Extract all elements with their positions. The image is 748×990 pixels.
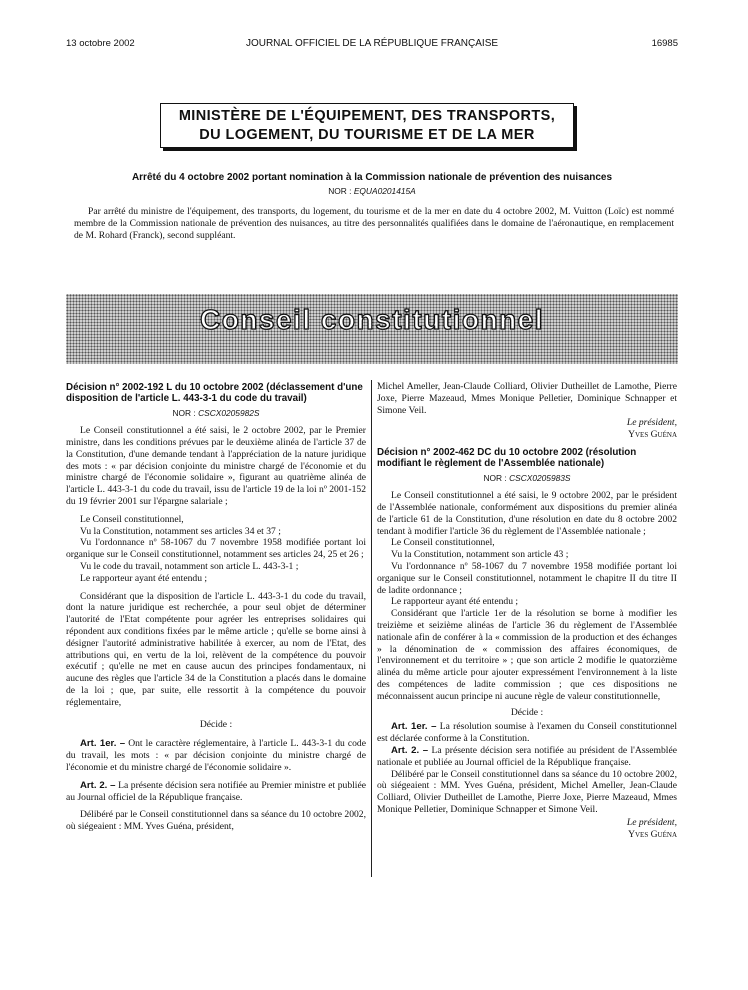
article-text: Ont le caractère réglementaire, à l'article L. 443-3-1 du code du travail, les mots : « par décision conjointe du ministre chargé de l'économie et du ministre chargé de l'économie solidaire ». xyxy=(66,738,366,773)
article-label: Art. 2. – xyxy=(391,744,429,756)
article-label: Art. 1er. – xyxy=(391,721,437,733)
nor-code: CSCX0205983S xyxy=(509,473,571,484)
decision-2-article-1 xyxy=(377,721,677,745)
article-text: La présente décision sera notifiée au président de l'Assemblée nationale et publiée au Journal officiel de la République française. xyxy=(377,744,677,768)
article-label: Art. 1er. – xyxy=(80,738,126,750)
article-label: Art. 2. – xyxy=(80,779,116,791)
decision-1-signature-title: Le président, xyxy=(626,417,677,429)
decision-1-signature-name: Yves Guéna xyxy=(628,429,677,441)
article-text: La présente décision sera notifiée au Premier ministre et publiée au Journal officiel de la République française. xyxy=(66,779,366,803)
decision-1-paragraph: Vu l'ordonnance nº 58-1067 du 7 novembre 1958 modifiée portant loi organique sur le Conseil constitutionnel, notamment ses articles 24, 25 et 26 ; xyxy=(66,537,366,561)
decision-1-title: Décision n° 2002-192 L du 10 octobre 2002 (déclassement d'une disposition de l'article L. 443-3-1 du code du travail) xyxy=(66,382,363,405)
decision-2-paragraph: Le rapporteur ayant été entendu ; xyxy=(391,596,519,608)
decision-1-paragraph: Le Conseil constitutionnel a été saisi, le 2 octobre 2002, par le Premier ministre, dans les conditions prévues par le deuxième alinéa de l'article 37 de la Constitution, d'une demande tendant à l'appréciation de la nature juridique des mots : « par décision conjointe du ministre chargé de l'économie et du ministre chargé de l'économie solidaire », figurant au quatrième alinéa de l'article L. 443-3-1 du code du travail, issu de l'article 19 de la loi nº 2001-152 du 19 février 2001 sur l'épargne salariale ; xyxy=(66,425,366,507)
decision-1-column xyxy=(66,382,366,833)
nor-label: NOR : xyxy=(483,473,507,484)
decision-1-paragraph: Le Conseil constitutionnel, xyxy=(80,513,184,525)
decision-1-paragraph: Considérant que la disposition de l'article L. 443-3-1 du code du travail, dont la nature juridique est recherchée, a pour seul objet de déterminer l'autorité de l'Etat compétente pour agréer les entreprises solidaires qui répondent aux conditions fixées par le même article ; qu'elle se borne ainsi à désigner l'autorité administrative habilitée à exercer, au nom de l'Etat, des attributions qui, en vertu de la loi, relèvent de la compétence du pouvoir exécutif ; qu'elle ne met en cause aucun des principes fondamentaux, ni aucune des règles que l'article 34 de la Constitution a placés dans le domaine de la loi ; que, par suite, elle ressortit à la compétence du pouvoir réglementaire, xyxy=(66,590,366,708)
ministry-box xyxy=(160,103,574,148)
decision-1-nor xyxy=(66,408,366,420)
decision-2-paragraph: Vu l'ordonnance nº 58-1067 du 7 novembre 1958 modifiée portant loi organique sur le Conseil constitutionnel, notamment le chapitre II du titre II de ladite ordonnance ; xyxy=(377,560,677,596)
nor-label: NOR : xyxy=(328,186,352,196)
decision-2-paragraph: Considérant que l'article 1er de la résolution se borne à modifier les treizième et seizième alinéas de l'article 36 du règlement de l'Assemblée nationale afin de conférer à la « commission de la production et des échanges » la dénomination de « commission des affaires économiques, de l'environnement et du territoire » ; que son article 2 modifie le quatorzième alinéa du même article pour ajouter expressément l'environnement à la liste des compétences de ladite commission ; que ces dispositions ne méconnaissent aucun principe ni aucune règle de valeur constitutionnelle, xyxy=(377,608,677,702)
decision-1-article-1 xyxy=(66,738,366,773)
decision-2-signature-title: Le président, xyxy=(626,816,677,828)
decision-2-paragraph: Le Conseil constitutionnel, xyxy=(391,537,495,549)
decision-2-article-2 xyxy=(377,745,677,769)
decision-1-deliberation: Délibéré par le Conseil constitutionnel dans sa séance du 10 octobre 2002, où siégeaient : MM. Yves Guéna, président, xyxy=(66,809,366,833)
nor-label: NOR : xyxy=(172,408,196,419)
decision-1-paragraph: Le rapporteur ayant été entendu ; xyxy=(80,572,208,584)
decision-1-article-2 xyxy=(66,780,366,804)
page-number: 16985 xyxy=(651,38,678,49)
decision-1-continuation: Michel Ameller, Jean-Claude Colliard, Olivier Dutheillet de Lamothe, Pierre Joxe, Pierre Mazeaud, Mmes Monique Pelletier, Dominique Schnapper et Simone Veil. xyxy=(377,381,677,416)
page-header xyxy=(66,38,678,52)
decision-2-paragraph: Le Conseil constitutionnel a été saisi, le 9 octobre 2002, par le président de l'Assemblée nationale, conformément aux dispositions du premier alinéa de l'article 61 de la Constitution, d'une résolution en date du 8 octobre 2002 tendant à modifier l'article 36 du règlement de l'Assemblée nationale ; xyxy=(377,490,677,537)
ministry-line-2: DU LOGEMENT, DU TOURISME ET DE LA MER xyxy=(199,127,535,143)
journal-title: JOURNAL OFFICIEL DE LA RÉPUBLIQUE FRANÇAISE xyxy=(245,38,499,49)
decision-2-column xyxy=(377,381,677,840)
arrete-nor xyxy=(66,186,678,196)
article-text: La résolution soumise à l'examen du Conseil constitutionnel est déclarée conforme à la Constitution. xyxy=(377,721,678,745)
decision-2-deliberation: Délibéré par le Conseil constitutionnel dans sa séance du 10 octobre 2002, où siégeaient : MM. Yves Guéna, président, Michel Ameller, Jean-Claude Colliard, Olivier Dutheillet de Lamothe, Pierre Joxe, Pierre Mazeaud, Mmes Monique Pelletier, Dominique Schnapper et Simone Veil. xyxy=(377,768,677,815)
decision-1-paragraph: Vu le code du travail, notamment son article L. 443-3-1 ; xyxy=(80,560,299,572)
nor-code: CSCX0205982S xyxy=(198,408,260,419)
arrete-title: Arrêté du 4 octobre 2002 portant nomination à la Commission nationale de prévention des nuisances xyxy=(131,172,613,183)
decision-2-nor xyxy=(377,473,677,485)
decision-1-paragraph: Vu la Constitution, notamment ses articles 34 et 37 ; xyxy=(80,525,281,537)
decision-2-paragraph: Vu la Constitution, notamment son article 43 ; xyxy=(391,549,569,561)
arrete-body: Par arrêté du ministre de l'équipement, des transports, du logement, du tourisme et de la mer en date du 4 octobre 2002, M. Vuitton (Loïc) est nommé membre de la Commission nationale de prévention des nuisances, au titre des personnalités qualifiées dans le domaine de l'aéronautique, en remplacement de M. Rohard (Franck), second suppléant. xyxy=(74,206,674,241)
ministry-line-1: MINISTÈRE DE L'ÉQUIPEMENT, DES TRANSPORTS, xyxy=(178,108,556,124)
section-banner xyxy=(66,294,678,364)
nor-code: EQUA0201415A xyxy=(353,186,416,196)
decision-2-signature-name: Yves Guéna xyxy=(628,828,677,840)
section-banner-title: Conseil constitutionnel xyxy=(199,304,545,335)
column-divider xyxy=(371,380,372,877)
issue-date: 13 octobre 2002 xyxy=(66,38,135,49)
decision-2-title: Décision n° 2002-462 DC du 10 octobre 2002 (résolution modifiant le règlement de l'Assemblée nationale) xyxy=(377,446,637,470)
decision-1-decide: Décide : xyxy=(199,718,233,730)
decision-2-decide: Décide : xyxy=(510,706,544,718)
